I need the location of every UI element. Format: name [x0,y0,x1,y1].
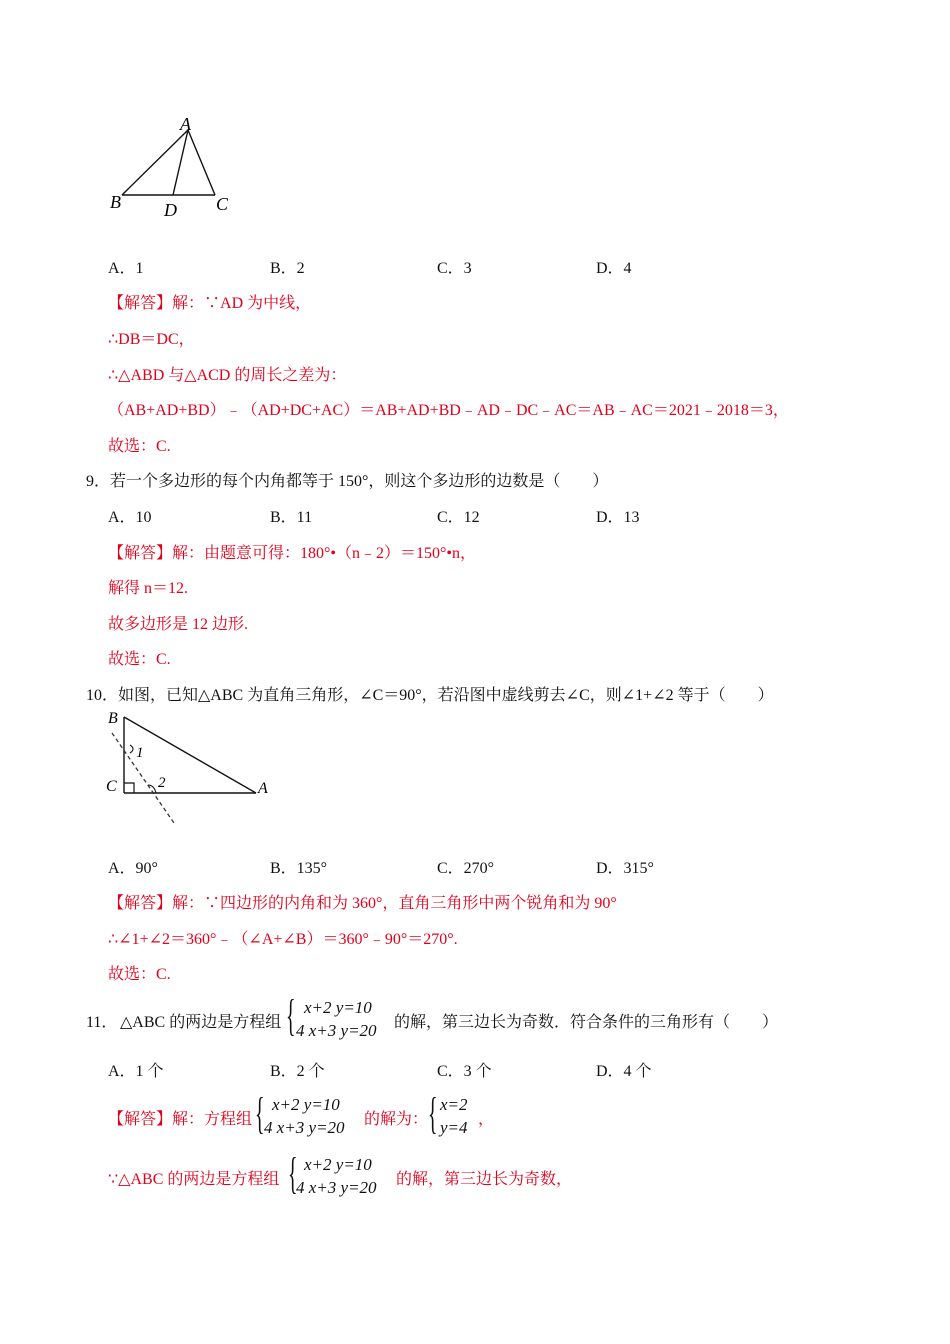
equation-2-rhs: +3 y=20 [316,1021,377,1040]
q9-solution-line-4: 故选：C. [108,651,171,668]
solution-text: 解：∵AD 为中线， [172,295,312,312]
q8-solution-line-3: ∴△ABD 与△ACD 的周长之差为： [108,367,347,384]
equation-2-rhs: +3 y=20 [284,1118,345,1137]
q11-solution-line-1-end: ， [478,1111,495,1128]
answer-label: 【解答】 [108,895,173,912]
equation-2-rhs: +3 y=20 [316,1178,377,1197]
q11-solution-line-2-start: ∵△ABC 的两边是方程组 [108,1171,280,1188]
q10-solution-line-1 [108,890,617,913]
q8-option-b: B．2 [270,260,305,277]
equation-1-lhs: x [304,998,312,1017]
q11-equation-system [296,996,377,1042]
q8-option-c: C．3 [437,260,472,277]
solution-text: 解：方程组 [172,1111,253,1128]
solution-text: 解：由题意可得：180°•（n﹣2）＝150°•n， [172,545,477,562]
q11-option-d: D．4 个 [596,1063,652,1080]
right-triangle-figure [100,705,280,830]
answer-label: 【解答】 [108,545,173,562]
q10-option-c: C．270° [437,860,495,877]
answer-x: x=2 [440,1095,468,1114]
q11-number: 11． [86,1014,118,1031]
equation-2-lhs: 4 x [264,1118,285,1137]
q11-option-b: B．2 个 [270,1063,325,1080]
q11-solution-answer-system [440,1093,468,1139]
q9-option-c: C．12 [437,509,480,526]
vertex-label-b: B [110,192,121,212]
q10-stem: 10．如图，已知△ABC 为直角三角形，∠C＝90°，若沿图中虚线剪去∠C，则∠1+∠2 等于（ ） [86,687,774,704]
q11-solution-line-2-end: 的解，第三边长为奇数， [396,1171,573,1188]
q8-option-a: A．1 [108,260,144,277]
q9-options [108,504,828,526]
solution-text: 解：∵四边形的内角和为 360°，直角三角形中两个锐角和为 90° [172,895,617,912]
q9-solution-line-2: 解得 n＝12. [108,580,189,597]
q11-option-a: A．1 个 [108,1063,164,1080]
left-brace-icon: { [428,1089,438,1138]
vertex-label-a: A [258,780,268,797]
triangle-abd-figure [100,110,250,225]
q8-option-d: D．4 [596,260,632,277]
q9-solution-line-1 [108,540,476,563]
left-brace-icon: { [288,1149,298,1198]
vertex-label-c: C [216,194,229,214]
equation-1-rhs: +2 y=10 [279,1095,340,1114]
q11-options [108,1058,828,1080]
equation-1-lhs: x [304,1155,312,1174]
vertex-label-c: C [106,778,117,795]
q11-solution-line-1-mid: 的解为： [364,1111,429,1128]
q11-stem-part-2: 的解，第三边长为奇数．符合条件的三角形有（ ） [394,1014,779,1031]
q9-option-d: D．13 [596,509,640,526]
q10-option-a: A．90° [108,860,158,877]
q10-option-d: D．315° [596,860,654,877]
q8-solution-line-1 [108,290,311,313]
equation-2-lhs: 4 x [296,1178,317,1197]
q9-solution-line-3: 故多边形是 12 边形. [108,616,249,633]
answer-y: y=4 [440,1118,468,1137]
q8-solution-line-2: ∴DB＝DC， [108,331,195,348]
q11-solution-equation-system [264,1093,345,1139]
equation-2-lhs: 4 x [296,1021,317,1040]
q10-solution-line-3: 故选：C. [108,966,171,983]
angle-label-1: 1 [136,745,144,761]
answer-label: 【解答】 [108,1111,173,1128]
q11-solution-equation-system-2 [296,1153,377,1199]
angle-label-2: 2 [158,775,166,791]
answer-label: 【解答】 [108,295,173,312]
equation-1-lhs: x [272,1095,280,1114]
q9-option-a: A．10 [108,509,152,526]
q8-solution-line-4: （AB+AD+BD）﹣（AD+DC+AC）＝AB+AD+BD﹣AD﹣DC﹣AC＝AB﹣AC＝2021﹣2018＝3， [108,402,789,419]
left-brace-icon: { [286,991,296,1040]
q10-solution-line-2: ∴∠1+∠2＝360°﹣（∠A+∠B）＝360°﹣90°＝270°. [108,931,458,948]
equation-1-rhs: +2 y=10 [311,1155,372,1174]
equation-1-rhs: +2 y=10 [311,998,372,1017]
q8-options [108,255,828,277]
q8-solution-line-5: 故选：C. [108,438,171,455]
q9-stem: 9．若一个多边形的每个内角都等于 150°，则这个多边形的边数是（ ） [86,473,609,490]
q10-option-b: B．135° [270,860,328,877]
left-brace-icon: { [255,1089,265,1138]
vertex-label-b: B [108,710,118,727]
vertex-label-a: A [180,114,191,134]
q11-stem-part-1: △ABC 的两边是方程组 [120,1014,282,1031]
q11-option-c: C．3 个 [437,1063,492,1080]
vertex-label-d: D [164,200,177,220]
q11-solution-line-1-start [108,1106,252,1129]
q9-option-b: B．11 [270,509,313,526]
q10-options [108,855,828,877]
